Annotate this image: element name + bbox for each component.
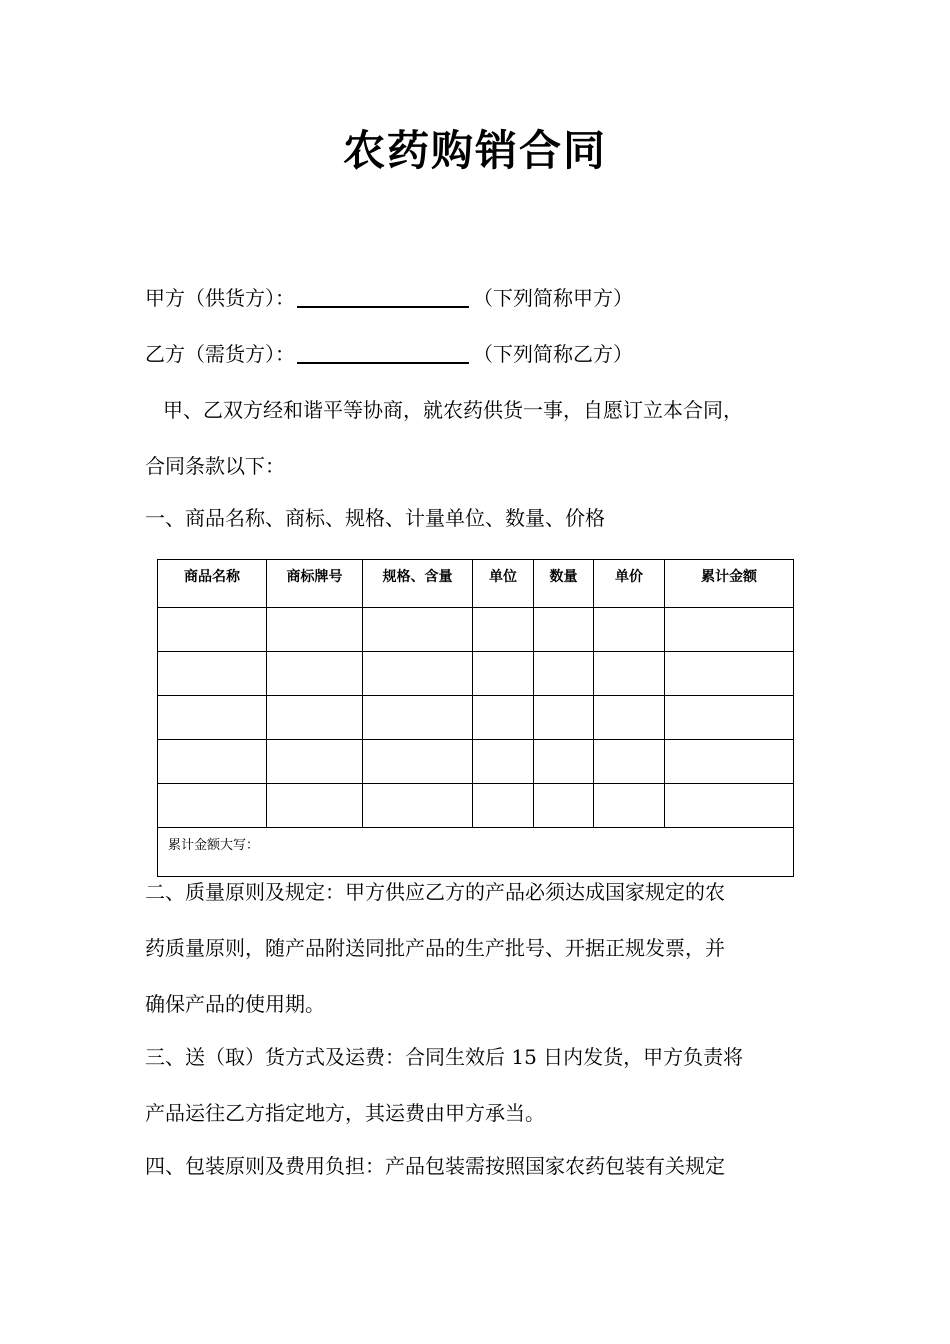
section-2-line-3: 确保产品的使用期。 — [145, 992, 325, 1016]
party-a-blank[interactable] — [297, 286, 469, 308]
table-cell[interactable] — [158, 696, 267, 740]
intro-line-1: 甲、乙双方经和谐平等协商，就农药供货一事，自愿订立本合同， — [163, 398, 743, 422]
table-cell[interactable] — [158, 784, 267, 828]
party-a-line — [145, 286, 633, 310]
table-cell[interactable] — [158, 740, 267, 784]
table-cell[interactable] — [473, 608, 534, 652]
party-b-label: 乙方（需货方）： — [145, 342, 295, 366]
table-cell[interactable] — [267, 740, 363, 784]
table-cell[interactable] — [363, 696, 473, 740]
table-cell[interactable] — [594, 652, 665, 696]
header-brand: 商标牌号 — [267, 560, 363, 608]
header-unit: 单位 — [473, 560, 534, 608]
table-cell[interactable] — [473, 696, 534, 740]
header-unit-price: 单价 — [594, 560, 665, 608]
table-cell[interactable] — [363, 784, 473, 828]
section-3-line-2: 产品运往乙方指定地方，其运费由甲方承当。 — [145, 1101, 545, 1125]
section-4-line-1: 四、包装原则及费用负担：产品包装需按照国家农药包装有关规定 — [145, 1154, 725, 1178]
table-cell[interactable] — [534, 608, 594, 652]
table-cell[interactable] — [473, 652, 534, 696]
total-in-words-cell[interactable]: 累计金额大写： — [158, 828, 794, 877]
goods-table — [157, 559, 794, 877]
table-cell[interactable] — [158, 652, 267, 696]
table-cell[interactable] — [594, 608, 665, 652]
section-2-line-1: 二、质量原则及规定：甲方供应乙方的产品必须达成国家规定的农 — [145, 880, 725, 904]
table-cell[interactable] — [534, 652, 594, 696]
table-row — [158, 740, 794, 784]
party-a-suffix: （下列简称甲方） — [473, 286, 633, 310]
table-cell[interactable] — [267, 652, 363, 696]
table-row — [158, 696, 794, 740]
party-b-suffix: （下列简称乙方） — [473, 342, 633, 366]
table-cell[interactable] — [363, 608, 473, 652]
table-cell[interactable] — [363, 652, 473, 696]
table-cell[interactable] — [534, 696, 594, 740]
table-cell[interactable] — [267, 784, 363, 828]
table-cell[interactable] — [665, 696, 794, 740]
table-row — [158, 652, 794, 696]
intro-line-2: 合同条款以下： — [145, 454, 285, 478]
table-cell[interactable] — [665, 784, 794, 828]
table-cell[interactable] — [267, 608, 363, 652]
party-a-label: 甲方（供货方）： — [145, 286, 295, 310]
section-2-line-2: 药质量原则，随产品附送同批产品的生产批号、开据正规发票，并 — [145, 936, 725, 960]
table-cell[interactable] — [473, 740, 534, 784]
table-cell[interactable] — [158, 608, 267, 652]
table-cell[interactable] — [534, 740, 594, 784]
header-total: 累计金额 — [665, 560, 794, 608]
party-b-line — [145, 342, 633, 366]
table-row — [158, 608, 794, 652]
table-row — [158, 784, 794, 828]
table-cell[interactable] — [473, 784, 534, 828]
table-cell[interactable] — [594, 740, 665, 784]
table-header-row — [158, 560, 794, 608]
table-cell[interactable] — [363, 740, 473, 784]
table-cell[interactable] — [267, 696, 363, 740]
header-quantity: 数量 — [534, 560, 594, 608]
table-cell[interactable] — [665, 652, 794, 696]
document-title: 农药购销合同 — [342, 126, 607, 175]
table-footer-row — [158, 828, 794, 877]
party-b-blank[interactable] — [297, 342, 469, 364]
header-spec: 规格、含量 — [363, 560, 473, 608]
section-3-line-1: 三、送（取）货方式及运费：合同生效后 15 日内发货，甲方负责将 — [145, 1045, 744, 1069]
table-cell[interactable] — [594, 696, 665, 740]
table-cell[interactable] — [665, 608, 794, 652]
section-1-heading: 一、商品名称、商标、规格、计量单位、数量、价格 — [145, 506, 605, 530]
table-cell[interactable] — [534, 784, 594, 828]
header-product-name: 商品名称 — [158, 560, 267, 608]
table-cell[interactable] — [594, 784, 665, 828]
table-cell[interactable] — [665, 740, 794, 784]
